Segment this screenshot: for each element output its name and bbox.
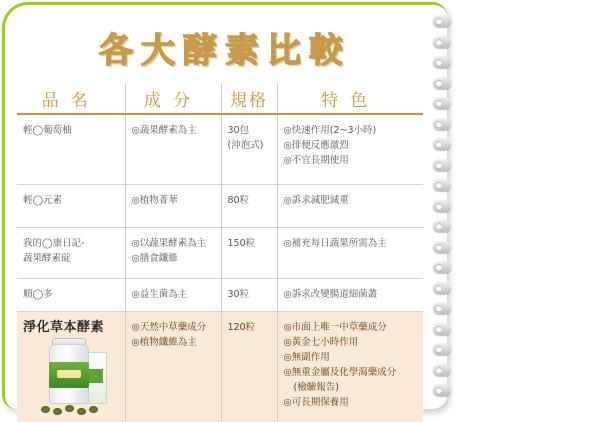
product-name: 我的◯康日記- — [23, 236, 121, 251]
ingredient-line: ◎蔬果酵素為主 — [132, 123, 217, 138]
bottle-label — [49, 362, 89, 388]
binding-ring-icon — [433, 241, 451, 253]
ingredient-cell — [125, 114, 221, 185]
spec-line: 80粒 — [228, 193, 273, 208]
feature-line: ◎無副作用 — [284, 350, 420, 365]
table-row — [17, 185, 423, 228]
spec-line: 30包 — [228, 123, 273, 138]
feature-line: ◎訴求改變腸道細菌叢 — [284, 287, 420, 302]
binding-ring-icon — [433, 118, 451, 130]
binding-ring-icon — [433, 323, 451, 335]
binding-ring-icon — [433, 282, 451, 294]
product-name-cont: 蔬果酵素碇 — [23, 251, 121, 266]
header-ingredient: 成分 — [125, 83, 221, 114]
feature-line: ◎可長期保養用 — [284, 395, 420, 410]
product-name-cell — [17, 228, 125, 279]
ingredient-cell — [125, 312, 221, 422]
features-cell — [277, 228, 423, 279]
product-bottle-image — [23, 344, 121, 418]
header-features: 特色 — [277, 83, 423, 114]
feature-line: ◎無重金屬及化學瀉藥成分 — [284, 365, 420, 380]
feature-line: ◎訴求減肥減重 — [284, 193, 420, 208]
table-row — [17, 279, 423, 312]
feature-line: ◎補充每日蔬果所需為主 — [284, 236, 420, 251]
spec-line: (沖泡式) — [228, 138, 273, 153]
product-name: 輕◯葡萄柚 — [17, 114, 125, 185]
ingredient-line: ◎益生菌為主 — [132, 287, 217, 302]
ingredient-line: ◎以蔬果酵素為主 — [132, 236, 217, 251]
ingredient-cell — [125, 279, 221, 312]
binding-ring-icon — [433, 56, 451, 68]
ingredient-line: ◎天然中草藥成分 — [132, 320, 217, 335]
binding-ring-icon — [433, 364, 451, 376]
ingredient-line: ◎植物纖維為主 — [132, 335, 217, 350]
spec-cell — [221, 114, 277, 185]
table-row — [17, 228, 423, 279]
feature-line: ◎排便反應激烈 — [284, 138, 420, 153]
ingredient-line: ◎膳食纖維 — [132, 251, 217, 266]
spec-cell — [221, 185, 277, 228]
highlight-name-cell — [17, 312, 125, 422]
spec-line: 120粒 — [228, 320, 273, 335]
binding-ring-icon — [433, 159, 451, 171]
binding-ring-icon — [433, 179, 451, 191]
features-cell — [277, 279, 423, 312]
page-title: 各大酵素比較 — [5, 23, 445, 72]
feature-line: ◎快速作用(2~3小時) — [284, 123, 420, 138]
binding-ring-icon — [433, 343, 451, 355]
binding-ring-icon — [433, 97, 451, 109]
spec-cell — [221, 312, 277, 422]
ingredient-cell — [125, 228, 221, 279]
header-name: 品名 — [17, 83, 125, 114]
feature-line: ◎黃金七小時作用 — [284, 335, 420, 350]
feature-line: ◎市面上唯一中草藥成分 — [284, 320, 420, 335]
binding-ring-icon — [433, 200, 451, 212]
spec-cell — [221, 279, 277, 312]
comparison-table — [17, 83, 423, 422]
binding-ring-icon — [433, 138, 451, 150]
features-cell — [277, 312, 423, 422]
highlight-product-name: 淨化草本酵素 — [23, 320, 104, 335]
header-spec: 規格 — [221, 83, 277, 114]
features-cell — [277, 114, 423, 185]
binding-ring-icon — [433, 36, 451, 48]
comparison-card — [2, 2, 447, 409]
spiral-binding — [433, 15, 455, 400]
pill — [65, 405, 74, 412]
header-row — [17, 83, 423, 114]
product-name: 輕◯元素 — [17, 185, 125, 228]
feature-line: (檢驗報告) — [284, 380, 420, 395]
binding-ring-icon — [433, 220, 451, 232]
binding-ring-icon — [433, 77, 451, 89]
ingredient-line: ◎植物菁華 — [132, 193, 217, 208]
binding-ring-icon — [433, 384, 451, 396]
product-name: 順◯多 — [17, 279, 125, 312]
binding-ring-icon — [433, 261, 451, 273]
spec-cell — [221, 228, 277, 279]
spec-line: 150粒 — [228, 236, 273, 251]
spec-line: 30粒 — [228, 287, 273, 302]
table-row — [17, 114, 423, 185]
ingredient-cell — [125, 185, 221, 228]
features-cell — [277, 185, 423, 228]
highlight-row — [17, 312, 423, 422]
binding-ring-icon — [433, 15, 451, 27]
binding-ring-icon — [433, 302, 451, 314]
feature-line: ◎不宜長期使用 — [284, 153, 420, 168]
